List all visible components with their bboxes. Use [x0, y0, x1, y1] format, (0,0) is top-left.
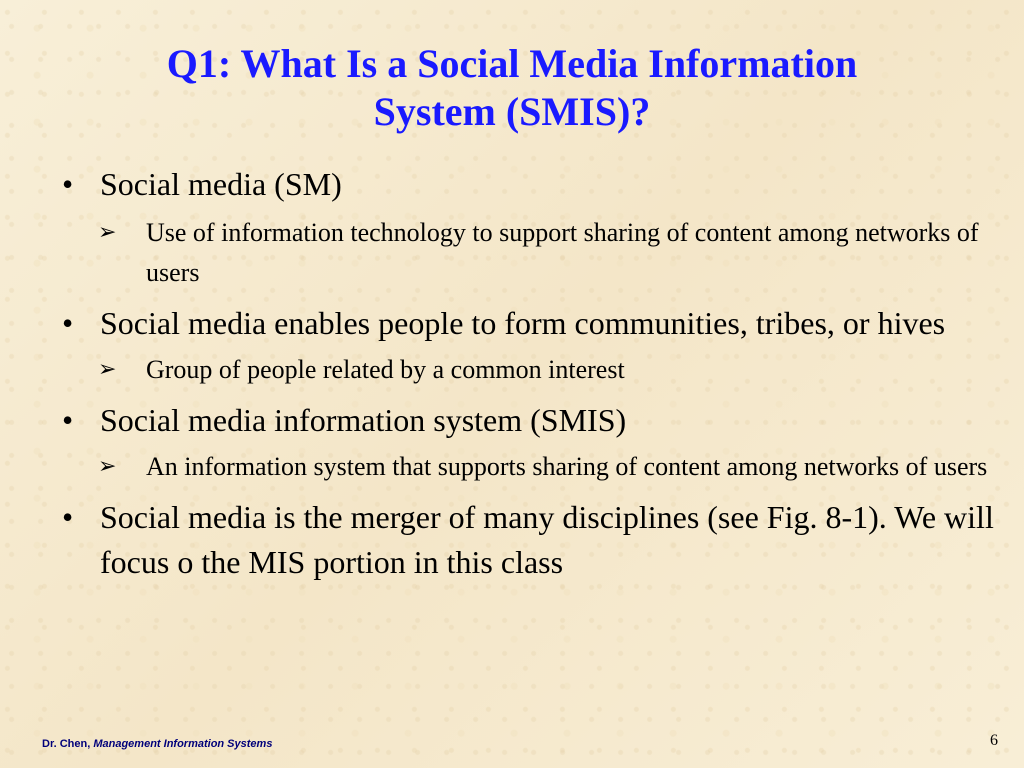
sub-bullet-text: An information system that supports sharing of content among networks of users — [146, 452, 988, 481]
slide-title — [60, 40, 964, 136]
bullet-marker: • — [62, 499, 74, 535]
bullet-item — [62, 162, 1002, 207]
footer-credit — [42, 738, 272, 750]
bullet-text: Social media (SM) — [100, 166, 342, 202]
bullet-marker: • — [62, 166, 74, 202]
bullet-item — [62, 398, 1002, 443]
page-number: 6 — [990, 732, 998, 749]
bullet-text: Social media enables people to form communities, tribes, or hives — [100, 305, 946, 341]
arrow-bullet-icon: ➢ — [98, 357, 117, 382]
arrow-bullet-icon: ➢ — [98, 454, 117, 479]
bullet-item — [62, 301, 1002, 346]
arrow-bullet-icon: ➢ — [98, 220, 117, 245]
bullet-item — [62, 495, 1002, 585]
sub-bullet-text: Group of people related by a common interest — [146, 355, 625, 384]
sub-bullet-item — [98, 447, 1002, 487]
bullet-text: Social media information system (SMIS) — [100, 402, 627, 438]
slide-content — [62, 162, 1002, 585]
bullet-marker: • — [62, 402, 74, 438]
slide-title-line-1: Q1: What Is a Social Media Information — [166, 41, 858, 86]
footer-author: Dr. Chen, — [42, 738, 94, 750]
bullet-marker: • — [62, 305, 74, 341]
bullet-text: Social media is the merger of many disciplines (see Fig. 8-1). We will focus o the MIS portion in this class — [100, 499, 994, 580]
footer-course: Management Information Systems — [93, 738, 273, 750]
slide-title-line-2: System (SMIS)? — [373, 89, 651, 134]
sub-bullet-item — [98, 350, 1002, 390]
sub-bullet-item — [98, 213, 1002, 293]
sub-bullet-text: Use of information technology to support sharing of content among networks of users — [146, 218, 979, 287]
